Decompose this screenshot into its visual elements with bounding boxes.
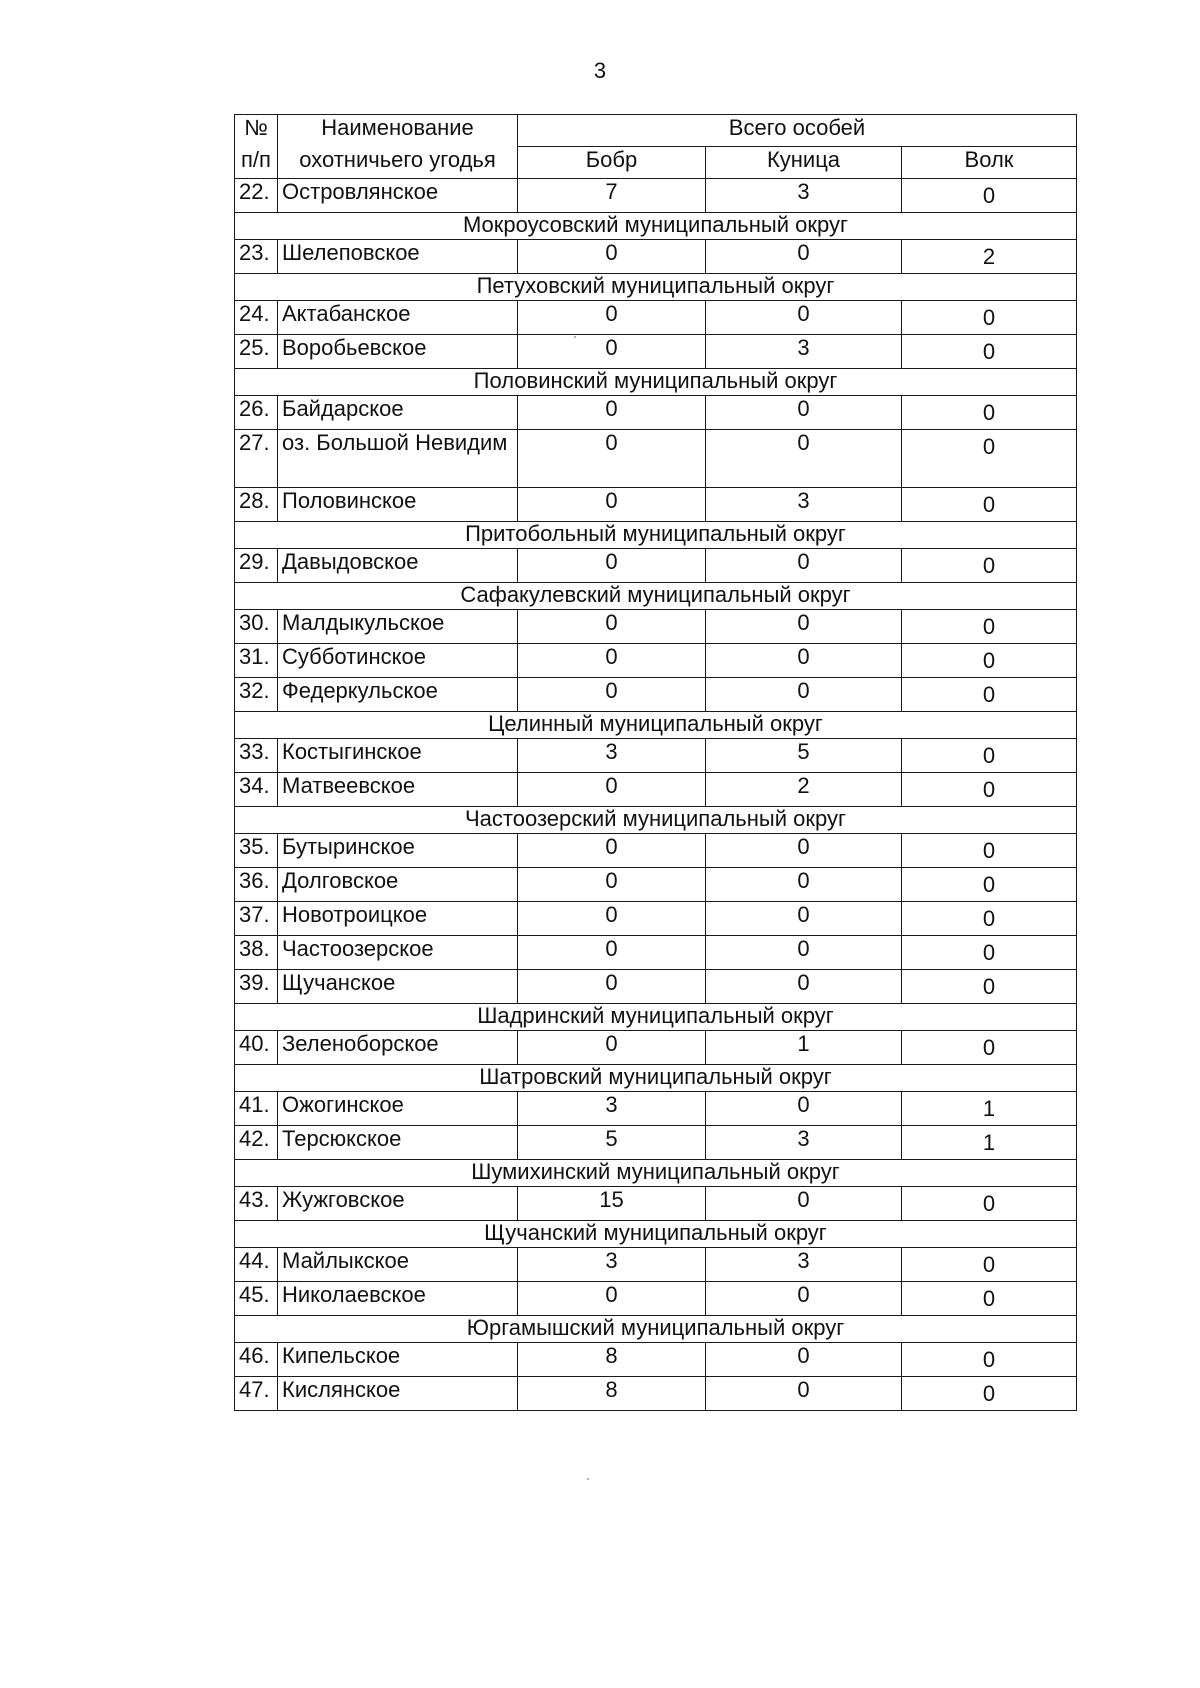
hunting-ground-name: Бутыринское — [278, 834, 518, 868]
beaver-count: 0 — [518, 970, 706, 1004]
table-row — [235, 936, 1077, 970]
marten-count: 3 — [706, 179, 902, 213]
district-label: Шумихинский муниципальный округ — [235, 1160, 1077, 1187]
row-number: 34. — [235, 773, 278, 807]
wolf-count — [902, 179, 1077, 213]
district-label: Юргамышский муниципальный округ — [235, 1316, 1077, 1343]
beaver-count: 0 — [518, 301, 706, 335]
wolf-count-value: 0 — [982, 1191, 996, 1216]
district-label: Притобольный муниципальный округ — [235, 522, 1077, 549]
wolf-count-value: 0 — [982, 648, 996, 673]
marten-count: 3 — [706, 488, 902, 522]
wolf-count — [902, 773, 1077, 807]
beaver-count: 8 — [518, 1377, 706, 1411]
hunting-ground-name: Шелеповское — [278, 240, 518, 274]
marten-count: 0 — [706, 396, 902, 430]
marten-count: 0 — [706, 430, 902, 488]
hunting-ground-name: Кипельское — [278, 1343, 518, 1377]
row-number: 29. — [235, 549, 278, 583]
marten-count: 3 — [706, 1248, 902, 1282]
header-num-line2: п/п — [235, 147, 278, 179]
wolf-count-value: 0 — [982, 1381, 996, 1406]
district-label: Щучанский муниципальный округ — [235, 1221, 1077, 1248]
table-row — [235, 1377, 1077, 1411]
row-number: 38. — [235, 936, 278, 970]
hunting-ground-name: Щучанское — [278, 970, 518, 1004]
beaver-count: 15 — [518, 1187, 706, 1221]
table-row — [235, 396, 1077, 430]
hunting-ground-name: Малдыкульское — [278, 610, 518, 644]
row-number: 22. — [235, 179, 278, 213]
wolf-count — [902, 739, 1077, 773]
wolf-count-value: 0 — [982, 872, 996, 897]
wolf-count-value: 0 — [982, 339, 996, 364]
wolf-count-value: 0 — [982, 553, 996, 578]
district-row — [235, 1065, 1077, 1092]
wolf-count-value: 1 — [982, 1096, 996, 1121]
beaver-count: 0 — [518, 1282, 706, 1316]
header-row-bottom — [235, 147, 1077, 179]
hunting-ground-name: Костыгинское — [278, 739, 518, 773]
wolf-count — [902, 430, 1077, 488]
table-row — [235, 1092, 1077, 1126]
wolf-count — [902, 301, 1077, 335]
row-number: 25. — [235, 335, 278, 369]
table-row — [235, 549, 1077, 583]
district-label: Шадринский муниципальный округ — [235, 1004, 1077, 1031]
wolf-count — [902, 902, 1077, 936]
wolf-count — [902, 644, 1077, 678]
wolf-count-value: 0 — [982, 1286, 996, 1311]
marten-count: 1 — [706, 1031, 902, 1065]
marten-count: 0 — [706, 1092, 902, 1126]
marten-count: 0 — [706, 549, 902, 583]
hunting-ground-name: Матвеевское — [278, 773, 518, 807]
marten-count: 0 — [706, 936, 902, 970]
table-row — [235, 1282, 1077, 1316]
wolf-count-value: 0 — [982, 743, 996, 768]
wolf-count — [902, 970, 1077, 1004]
table-row — [235, 1248, 1077, 1282]
header-total-label: Всего особей — [518, 115, 1077, 147]
district-label: Целинный муниципальный округ — [235, 712, 1077, 739]
hunting-ground-name: Терсюкское — [278, 1126, 518, 1160]
wolf-count — [902, 240, 1077, 274]
scan-speck — [574, 336, 576, 338]
row-number: 28. — [235, 488, 278, 522]
table-row — [235, 773, 1077, 807]
row-number: 45. — [235, 1282, 278, 1316]
district-row — [235, 369, 1077, 396]
beaver-count: 0 — [518, 335, 706, 369]
marten-count: 3 — [706, 1126, 902, 1160]
row-number: 42. — [235, 1126, 278, 1160]
wolf-count — [902, 678, 1077, 712]
beaver-count: 0 — [518, 610, 706, 644]
hunting-ground-name: Долговское — [278, 868, 518, 902]
wolf-count — [902, 1187, 1077, 1221]
district-row — [235, 1004, 1077, 1031]
table-row — [235, 488, 1077, 522]
row-number: 35. — [235, 834, 278, 868]
marten-count: 0 — [706, 902, 902, 936]
wolf-count — [902, 868, 1077, 902]
row-number: 36. — [235, 868, 278, 902]
table-row — [235, 902, 1077, 936]
hunting-ground-name: Островлянское — [278, 179, 518, 213]
hunting-ground-name: Майлыкское — [278, 1248, 518, 1282]
wolf-count — [902, 1282, 1077, 1316]
wolf-count-value: 0 — [982, 777, 996, 802]
marten-count: 3 — [706, 335, 902, 369]
district-label: Петуховский муниципальный округ — [235, 274, 1077, 301]
district-row — [235, 213, 1077, 240]
district-row — [235, 522, 1077, 549]
marten-count: 0 — [706, 610, 902, 644]
hunting-ground-name: Воробьевское — [278, 335, 518, 369]
wolf-count-value: 1 — [982, 1130, 996, 1155]
row-number: 41. — [235, 1092, 278, 1126]
table-row — [235, 678, 1077, 712]
wolf-count — [902, 1092, 1077, 1126]
table-row — [235, 834, 1077, 868]
row-number: 39. — [235, 970, 278, 1004]
wolf-count-value: 0 — [982, 305, 996, 330]
marten-count: 0 — [706, 678, 902, 712]
wolf-count-value: 0 — [982, 492, 996, 517]
wolf-count-value: 2 — [982, 244, 996, 269]
header-num-line1: № — [235, 115, 278, 147]
district-row — [235, 1221, 1077, 1248]
table-body — [235, 115, 1077, 1411]
wolf-count-value: 0 — [982, 906, 996, 931]
wolf-count — [902, 1377, 1077, 1411]
wolf-count — [902, 549, 1077, 583]
hunting-grounds-table — [234, 114, 1077, 1411]
district-label: Мокроусовский муниципальный округ — [235, 213, 1077, 240]
wolf-count — [902, 335, 1077, 369]
wolf-count-value: 0 — [982, 838, 996, 863]
wolf-count — [902, 610, 1077, 644]
wolf-count — [902, 1126, 1077, 1160]
wolf-count — [902, 1248, 1077, 1282]
table-row — [235, 610, 1077, 644]
wolf-count-value: 0 — [982, 1035, 996, 1060]
beaver-count: 5 — [518, 1126, 706, 1160]
marten-count: 0 — [706, 644, 902, 678]
table-row — [235, 179, 1077, 213]
table-row — [235, 240, 1077, 274]
beaver-count: 0 — [518, 868, 706, 902]
wolf-count-value: 0 — [982, 1347, 996, 1372]
wolf-count — [902, 1343, 1077, 1377]
beaver-count: 0 — [518, 902, 706, 936]
wolf-count — [902, 1031, 1077, 1065]
hunting-ground-name: Давыдовское — [278, 549, 518, 583]
beaver-count: 3 — [518, 1248, 706, 1282]
hunting-ground-name: оз. Большой Невидим — [278, 430, 518, 488]
wolf-count — [902, 488, 1077, 522]
header-name-line1: Наименование — [278, 115, 518, 147]
wolf-count — [902, 396, 1077, 430]
beaver-count: 3 — [518, 739, 706, 773]
wolf-count-value: 0 — [982, 940, 996, 965]
marten-count: 0 — [706, 301, 902, 335]
hunting-ground-name: Актабанское — [278, 301, 518, 335]
table-row — [235, 1187, 1077, 1221]
hunting-ground-name: Зеленоборское — [278, 1031, 518, 1065]
marten-count: 0 — [706, 834, 902, 868]
hunting-ground-name: Новотроицкое — [278, 902, 518, 936]
beaver-count: 0 — [518, 549, 706, 583]
table-row — [235, 335, 1077, 369]
beaver-count: 0 — [518, 396, 706, 430]
beaver-count: 0 — [518, 644, 706, 678]
wolf-count — [902, 936, 1077, 970]
district-row — [235, 1316, 1077, 1343]
marten-count: 2 — [706, 773, 902, 807]
header-row-top — [235, 115, 1077, 147]
header-wolf: Волк — [902, 147, 1077, 179]
hunting-ground-name: Субботинское — [278, 644, 518, 678]
wolf-count-value: 0 — [982, 682, 996, 707]
wolf-count-value: 0 — [982, 434, 996, 459]
district-row — [235, 1160, 1077, 1187]
marten-count: 5 — [706, 739, 902, 773]
row-number: 47. — [235, 1377, 278, 1411]
row-number: 37. — [235, 902, 278, 936]
district-label: Половинский муниципальный округ — [235, 369, 1077, 396]
beaver-count: 0 — [518, 773, 706, 807]
marten-count: 0 — [706, 1187, 902, 1221]
hunting-ground-name: Кислянское — [278, 1377, 518, 1411]
row-number: 27. — [235, 430, 278, 488]
hunting-ground-name: Николаевское — [278, 1282, 518, 1316]
header-marten: Куница — [706, 147, 902, 179]
beaver-count: 3 — [518, 1092, 706, 1126]
beaver-count: 0 — [518, 936, 706, 970]
row-number: 31. — [235, 644, 278, 678]
marten-count: 0 — [706, 1282, 902, 1316]
marten-count: 0 — [706, 1377, 902, 1411]
beaver-count: 7 — [518, 179, 706, 213]
row-number: 46. — [235, 1343, 278, 1377]
table-row — [235, 1126, 1077, 1160]
beaver-count: 8 — [518, 1343, 706, 1377]
page-number: 3 — [593, 58, 607, 83]
table-row — [235, 1343, 1077, 1377]
table-row — [235, 1031, 1077, 1065]
wolf-count-value: 0 — [982, 400, 996, 425]
marten-count: 0 — [706, 970, 902, 1004]
district-label: Шатровский муниципальный округ — [235, 1065, 1077, 1092]
district-row — [235, 274, 1077, 301]
marten-count: 0 — [706, 240, 902, 274]
table-row — [235, 430, 1077, 488]
district-label: Сафакулевский муниципальный округ — [235, 583, 1077, 610]
district-row — [235, 583, 1077, 610]
wolf-count-value: 0 — [982, 183, 996, 208]
row-number: 43. — [235, 1187, 278, 1221]
row-number: 30. — [235, 610, 278, 644]
row-number: 32. — [235, 678, 278, 712]
district-label: Частоозерский муниципальный округ — [235, 807, 1077, 834]
hunting-ground-name: Половинское — [278, 488, 518, 522]
table-row — [235, 301, 1077, 335]
table-row — [235, 644, 1077, 678]
row-number: 40. — [235, 1031, 278, 1065]
row-number: 23. — [235, 240, 278, 274]
beaver-count: 0 — [518, 834, 706, 868]
beaver-count: 0 — [518, 1031, 706, 1065]
beaver-count: 0 — [518, 678, 706, 712]
hunting-ground-name: Частоозерское — [278, 936, 518, 970]
beaver-count: 0 — [518, 240, 706, 274]
district-row — [235, 807, 1077, 834]
table-row — [235, 970, 1077, 1004]
hunting-ground-name: Жужговское — [278, 1187, 518, 1221]
table-row — [235, 739, 1077, 773]
row-number: 44. — [235, 1248, 278, 1282]
wolf-count-value: 0 — [982, 614, 996, 639]
hunting-ground-name: Федеркульское — [278, 678, 518, 712]
marten-count: 0 — [706, 868, 902, 902]
wolf-count-value: 0 — [982, 974, 996, 999]
header-name-line2: охотничьего угодья — [278, 147, 518, 179]
beaver-count: 0 — [518, 488, 706, 522]
scan-speck — [587, 1478, 589, 1480]
table-row — [235, 868, 1077, 902]
hunting-ground-name: Байдарское — [278, 396, 518, 430]
row-number: 33. — [235, 739, 278, 773]
beaver-count: 0 — [518, 430, 706, 488]
row-number: 24. — [235, 301, 278, 335]
wolf-count — [902, 834, 1077, 868]
wolf-count-value: 0 — [982, 1252, 996, 1277]
header-beaver: Бобр — [518, 147, 706, 179]
district-row — [235, 712, 1077, 739]
marten-count: 0 — [706, 1343, 902, 1377]
hunting-ground-name: Ожогинское — [278, 1092, 518, 1126]
row-number: 26. — [235, 396, 278, 430]
